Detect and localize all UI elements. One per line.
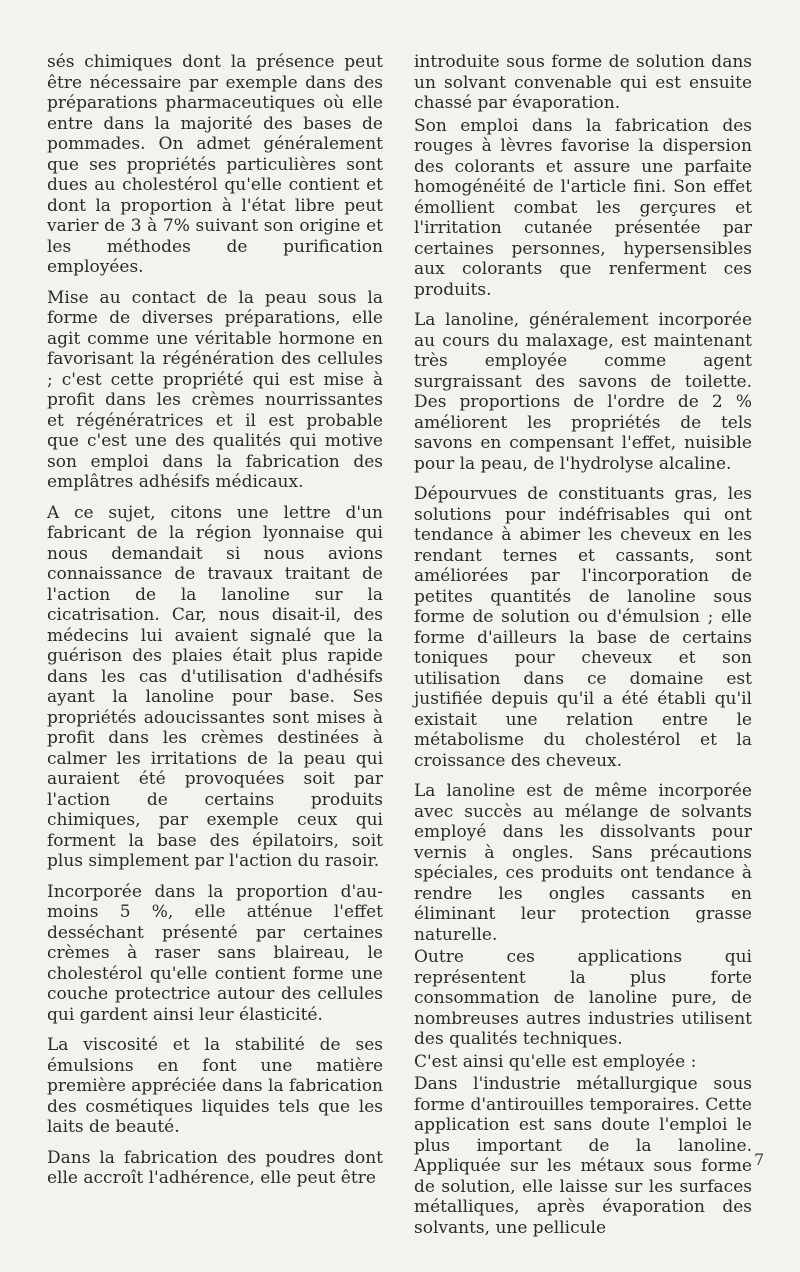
paragraph: introduite sous forme de solution dans un solvant convenable qui est ensuite chassé par évaporation. xyxy=(414,52,752,113)
left-column xyxy=(47,52,383,1199)
paragraph: La lanoline, généralement incorporée au cours du malaxage, est maintenant très employée comme agent surgraissant des savons de toilette. Des proportions de l'ordre de 2 % améliorent les propriétés de tels savons en compensant l'effet, nuisible pour la peau, de l'hydrolyse alcaline. xyxy=(414,310,752,474)
paragraph: Dépourvues de constituants gras, les solutions pour indéfrisables qui ont tendance à abimer les cheveux en les rendant ternes et cassants, sont améliorées par l'incorporation de petites quantités de lanoline sous forme de solution ou d'émulsion ; elle forme d'ailleurs la base de certains toniques pour cheveux et son utilisation dans ce domaine est justifiée depuis qu'il a été établi qu'il existait une relation entre le métabolisme du cholestérol et la croissance des cheveux. xyxy=(414,484,752,771)
paragraph: Dans la fabrication des poudres dont elle accroît l'adhérence, elle peut être xyxy=(47,1147,383,1188)
paragraph: A ce sujet, citons une lettre d'un fabricant de la région lyonnaise qui nous demandait si nous avions connaissance de travaux traitant de l'action de la lanoline sur la cicatrisation. Car, nous disait-il, des médecins lui avaient signalé que la guérison des plaies était plus rapide dans les cas d'utilisation d'adhésifs ayant la lanoline pour base. Ses propriétés adoucissantes sont mises à profit dans les crèmes destinées à calmer les irritations de la peau qui auraient été provoquées soit par l'action de certains produits chimiques, par exemple ceux qui forment la base des épilatoirs, soit plus simplement par l'action du rasoir. xyxy=(47,502,383,871)
paragraph: La viscosité et la stabilité de ses émulsions en font une matière première appréciée dans la fabrication des cosmétiques liquides tels que les laits de beauté. xyxy=(47,1035,383,1137)
paragraph: Incorporée dans la proportion d'au-moins 5 %, elle atténue l'effet desséchant présenté par certaines crèmes à raser sans blaireau, le cholestérol qu'elle contient forme une couche protectrice autour des cellules qui gardent ainsi leur élasticité. xyxy=(47,881,383,1025)
paragraph: La lanoline est de même incorporée avec succès au mélange de solvants employé dans les dissolvants pour vernis à ongles. Sans précautions spéciales, ces produits ont tendance à rendre les ongles cassants en éliminant leur protection grasse naturelle. xyxy=(414,781,752,945)
paragraph: Son emploi dans la fabrication des rouges à lèvres favorise la dispersion des colorants et assure une parfaite homogénéité de l'article fini. Son effet émollient combat les gerçures et l'irritation cutanée présentée par certaines personnes, hypersensibles aux colorants que renferment ces produits. xyxy=(414,115,752,300)
paragraph: Mise au contact de la peau sous la forme de diverses préparations, elle agit comme une véritable hormone en favorisant la régénération des cellules ; c'est cette propriété qui est mise à profit dans les crèmes nourrissantes et régénératrices et il est probable que c'est une des qualités qui motive son emploi dans la fabrication des emplâtres adhésifs médicaux. xyxy=(47,287,383,492)
paragraph: Outre ces applications qui représentent la plus forte consommation de lanoline pure, de nombreuses autres industries utilisent des qualités techniques. xyxy=(414,947,752,1049)
paragraph: C'est ainsi qu'elle est employée : xyxy=(414,1051,697,1072)
page-number: 7 xyxy=(754,1150,765,1169)
right-column xyxy=(414,52,752,1248)
paragraph: Dans l'industrie métallurgique sous forme d'antirouilles temporaires. Cette application est sans doute l'emploi le plus important de la lanoline. Appliquée sur les métaux sous forme de solution, elle laisse sur les surfaces métalliques, après évaporation des solvants, une pellicule xyxy=(414,1074,752,1238)
paragraph: sés chimiques dont la présence peut être nécessaire par exemple dans des préparations pharmaceutiques où elle entre dans la majorité des bases de pommades. On admet généralement que ses propriétés particulières sont dues au cholestérol qu'elle contient et dont la proportion à l'état libre peut varier de 3 à 7% suivant son origine et les méthodes de purification employées. xyxy=(47,52,383,277)
